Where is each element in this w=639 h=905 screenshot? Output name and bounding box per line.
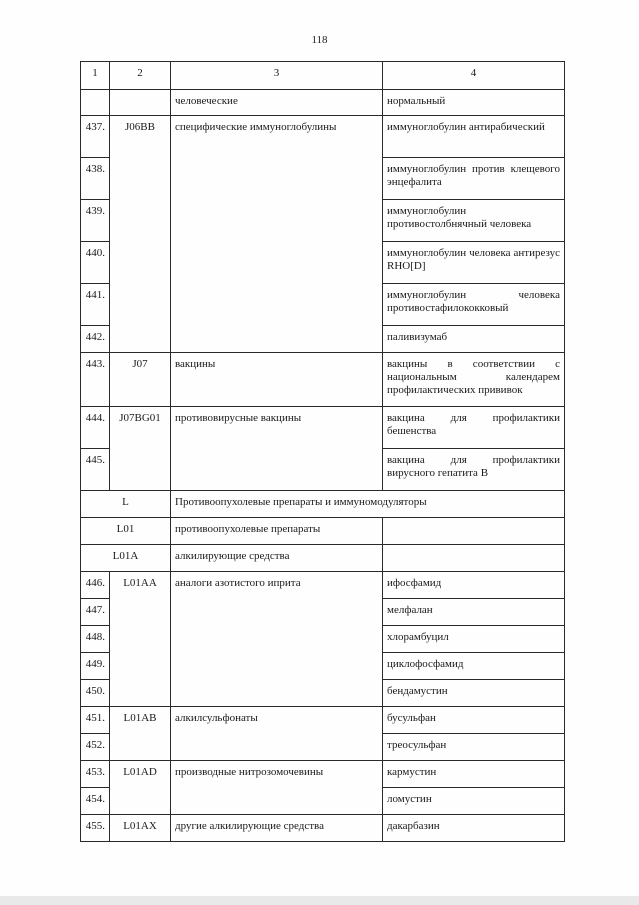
section-title: Противоопухолевые препараты и иммуномодуляторы xyxy=(171,491,565,518)
drug-name: вакцины в соответствии с национальным календарем профилактических прививок xyxy=(383,353,565,407)
drug-name: ифосфамид xyxy=(383,572,565,599)
group-name: человеческие xyxy=(171,90,383,116)
drug-name: нормальный xyxy=(383,90,565,116)
subsection-row xyxy=(81,545,565,572)
row-number: 444. xyxy=(81,407,110,449)
group-name: вакцины xyxy=(171,353,383,407)
drug-name: паливизумаб xyxy=(383,326,565,353)
header-col-4: 4 xyxy=(383,62,565,90)
table-row xyxy=(81,572,565,599)
row-number: 445. xyxy=(81,449,110,491)
group-name: производные нитрозомочевины xyxy=(171,761,383,815)
row-number: 454. xyxy=(81,788,110,815)
row-number: 439. xyxy=(81,200,110,242)
row-number: 452. xyxy=(81,734,110,761)
atc-code: L01AX xyxy=(110,815,171,842)
row-number: 455. xyxy=(81,815,110,842)
page-bottom-edge xyxy=(0,896,639,905)
row-number: 453. xyxy=(81,761,110,788)
atc-code: L01AD xyxy=(110,761,171,815)
drug-name: иммуноглобулин противостолбнячный человека xyxy=(383,200,565,242)
atc-code: L01A xyxy=(81,545,171,572)
atc-code: L01 xyxy=(81,518,171,545)
group-name: специфические иммуноглобулины xyxy=(171,116,383,353)
drug-table xyxy=(80,61,565,842)
drug-name: иммуноглобулин против клещевого энцефалита xyxy=(383,158,565,200)
drug-name: циклофосфамид xyxy=(383,653,565,680)
header-col-2: 2 xyxy=(110,62,171,90)
table-header-row xyxy=(81,62,565,90)
row-number: 450. xyxy=(81,680,110,707)
group-name: алкилирующие средства xyxy=(171,545,383,572)
row-number: 446. xyxy=(81,572,110,599)
drug-name: бендамустин xyxy=(383,680,565,707)
row-number: 440. xyxy=(81,242,110,284)
drug-name: вакцина для профилактики вирусного гепатита В xyxy=(383,449,565,491)
group-name: другие алкилирующие средства xyxy=(171,815,383,842)
atc-code xyxy=(110,90,171,116)
group-name: противоопухолевые препараты xyxy=(171,518,383,545)
table-row xyxy=(81,90,565,116)
section-code: L xyxy=(81,491,171,518)
drug-name: мелфалан xyxy=(383,599,565,626)
header-col-3: 3 xyxy=(171,62,383,90)
row-number: 438. xyxy=(81,158,110,200)
row-number: 448. xyxy=(81,626,110,653)
page-number: 118 xyxy=(311,34,328,46)
atc-code: J07 xyxy=(110,353,171,407)
table-row xyxy=(81,116,565,158)
drug-name: иммуноглобулин человека противостафилококковый xyxy=(383,284,565,326)
section-row xyxy=(81,491,565,518)
drug-name: бусульфан xyxy=(383,707,565,734)
drug-name: кармустин xyxy=(383,761,565,788)
row-number: 451. xyxy=(81,707,110,734)
drug-name: треосульфан xyxy=(383,734,565,761)
atc-code: J06BB xyxy=(110,116,171,353)
table-row xyxy=(81,815,565,842)
group-name: аналоги азотистого иприта xyxy=(171,572,383,707)
atc-code: L01AB xyxy=(110,707,171,761)
table-row xyxy=(81,761,565,788)
row-number: 437. xyxy=(81,116,110,158)
drug-name: ломустин xyxy=(383,788,565,815)
drug-name xyxy=(383,518,565,545)
table-row xyxy=(81,407,565,449)
subsection-row xyxy=(81,518,565,545)
drug-name xyxy=(383,545,565,572)
drug-name: хлорамбуцил xyxy=(383,626,565,653)
row-number: 443. xyxy=(81,353,110,407)
group-name: алкилсульфонаты xyxy=(171,707,383,761)
table-row xyxy=(81,353,565,407)
row-number: 447. xyxy=(81,599,110,626)
drug-name: вакцина для профилактики бешенства xyxy=(383,407,565,449)
row-number: 449. xyxy=(81,653,110,680)
row-number xyxy=(81,90,110,116)
drug-name: иммуноглобулин антирабический xyxy=(383,116,565,158)
header-col-1: 1 xyxy=(81,62,110,90)
drug-name: иммуноглобулин человека антирезус RHO[D] xyxy=(383,242,565,284)
drug-name: дакарбазин xyxy=(383,815,565,842)
row-number: 442. xyxy=(81,326,110,353)
atc-code: L01AA xyxy=(110,572,171,707)
table-row xyxy=(81,707,565,734)
row-number: 441. xyxy=(81,284,110,326)
group-name: противовирусные вакцины xyxy=(171,407,383,491)
atc-code: J07BG01 xyxy=(110,407,171,491)
